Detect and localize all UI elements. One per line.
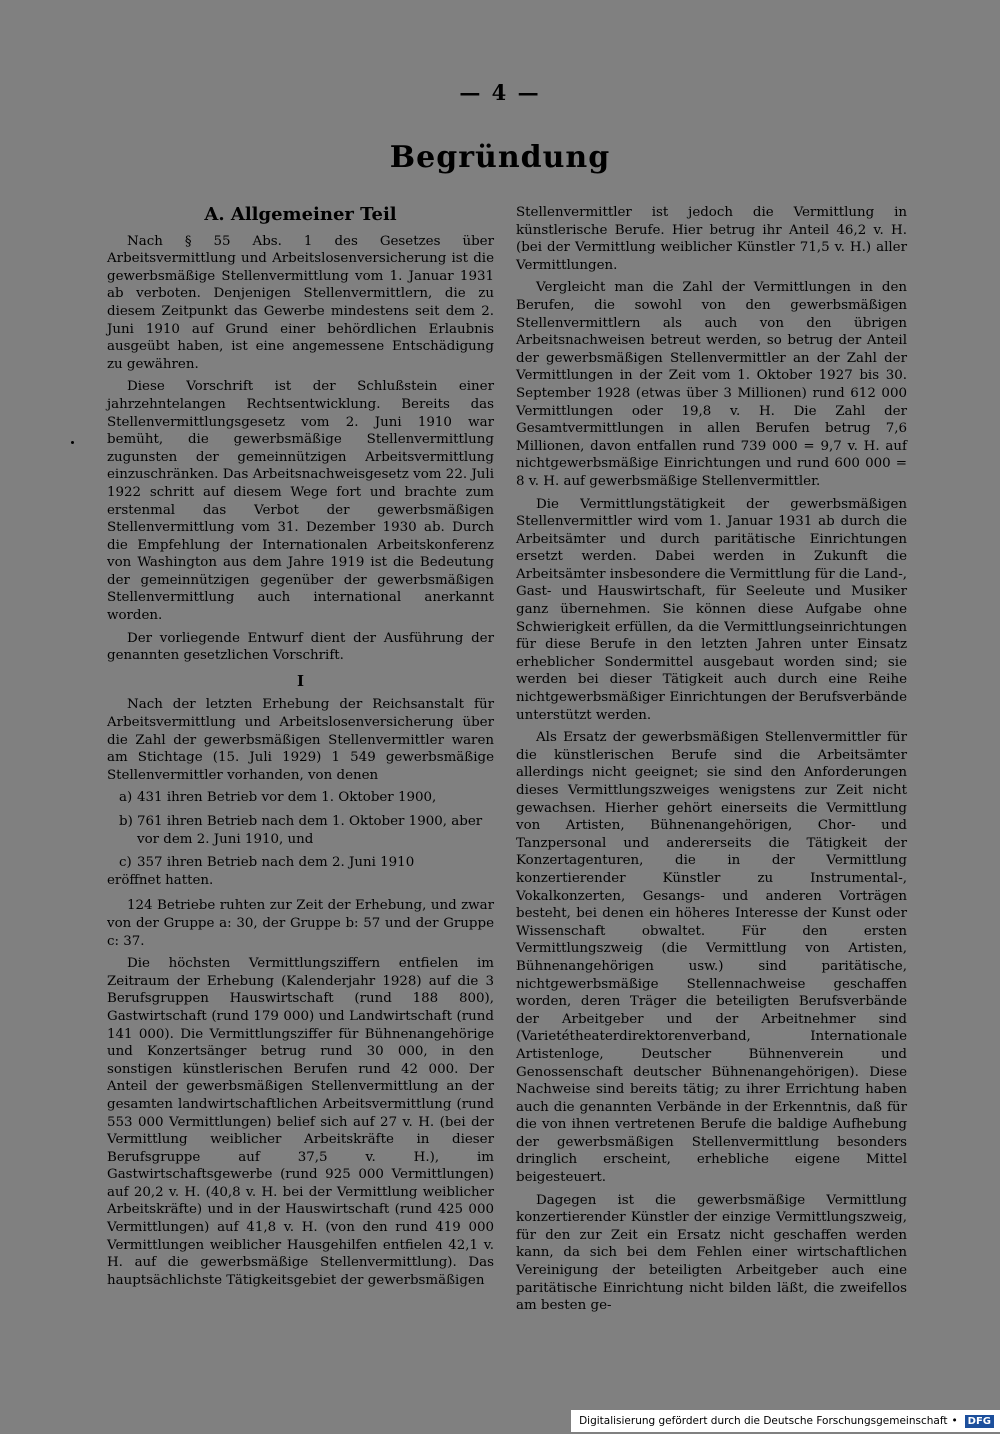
paragraph-continuation: Stellenvermittler ist jedoch die Vermittlung in künstlerische Berufe. Hier betrug ihr Anteil 46,2 v. H. (bei der Vermittlung weiblicher Künstler 71,5 v. H.) aller Vermittlungen. (516, 205, 907, 273)
footer-text: Digitalisierung gefördert durch die Deutsche Forschungsgemeinschaft (579, 1415, 948, 1427)
digitization-footer (571, 1410, 1000, 1432)
paragraph: Diese Vorschrift ist der Schlußstein einer jahrzehntelangen Rechtsentwicklung. Bereits das Stellenvermittlungsgesetz vom 2. Juni 1910 war bemüht, die gewerbsmäßige Stellenvermittlung zugunsten der gemeinnützigen Arbeitsvermittlung einzuschränken. Das Arbeitsnachweisgesetz vom 22. Juli 1922 schritt auf diesem Wege fort und brachte zum erstenmal das Verbot der gewerbsmäßigen Stellenvermittlung vom 31. Dezember 1930 ab. Durch die Empfehlung der Internationalen Arbeitskonferenz von Washington aus dem Jahre 1919 ist die Bedeutung der gemeinnützigen gegenüber der gewerbsmäßigen Stellenvermittlung auch international anerkannt worden. (107, 379, 494, 624)
list-tail: eröffnet hatten. (107, 872, 214, 888)
scan-speck (71, 441, 74, 444)
paragraph: Nach der letzten Erhebung der Reichsanstalt für Arbeitsvermittlung und Arbeitslosenversicherung über die Zahl der gewerbsmäßigen Stellenvermittler waren am Stichtage (15. Juli 1929) 1 549 gewerbsmäßige Stellenvermittler vorhanden, von denen (107, 697, 494, 783)
paragraph: Die Vermittlungstätigkeit der gewerbsmäßigen Stellenvermittler wird vom 1. Januar 1931 ab durch die Arbeitsämter und durch paritätische Einrichtungen ersetzt werden. Dabei werden in Zukunft die Arbeitsämter insbesondere die Vermittlung für die Land-, Gast- und Hauswirtschaft, für Seeleute und Musiker ganz übernehmen. Sie können diese Aufgabe ohne Schwierigkeit erfüllen, da die Vermittlungseinrichtungen für diese Berufe in den letzten Jahren unter Einsatz erheblicher Sondermittel ausgebaut worden sind; sie werden bei dieser Tätigkeit auch durch eine Reihe nichtgewerbsmäßiger Einrichtungen der Berufsverbände unterstützt werden. (516, 496, 907, 723)
list-item (107, 854, 494, 872)
paragraph: Der vorliegende Entwurf dient der Ausführung der genannten gesetzlichen Vorschrift. (107, 630, 494, 664)
section-heading: A. Allgemeiner Teil (204, 204, 397, 225)
page-number: — 4 — (459, 80, 541, 105)
left-column (107, 204, 494, 1294)
list-text: 431 ihren Betrieb vor dem 1. Oktober 1900, (137, 790, 437, 806)
paragraph: Die höchsten Vermittlungsziffern entfielen im Zeitraum der Erhebung (Kalenderjahr 1928) auf die 3 Berufsgruppen Hauswirtschaft (rund 188 800), Gastwirtschaft (rund 179 000) und Landwirtschaft (rund 141 000). Die Vermittlungsziffer für Bühnenangehörige und Konzertsänger betrug rund 30 000, in den sonstigen künstlerischen Berufen rund 42 000. Der Anteil der gewerbsmäßigen Stellenvermittlung an der gesamten landwirtschaftlichen Arbeitsvermittlung (rund 553 000 Vermittlungen) belief sich auf 27 v. H. (bei der Vermittlung weiblicher Arbeitskräfte in dieser Berufsgruppe auf 37,5 v. H.), im Gastwirtschaftsgewerbe (rund 925 000 Vermittlungen) auf 20,2 v. H. (40,8 v. H. bei der Vermittlung weiblicher Arbeitskräfte) und in der Hauswirtschaft (rund 425 000 Vermittlungen) auf 41,8 v. H. (von den rund 419 000 Vermittlungen weiblicher Hausgehilfen entfielen 42,1 v. H. auf die gewerbsmäßige Stellenvermittlung). Das hauptsächlichste Tätigkeitsgebiet der gewerbsmäßigen (107, 956, 494, 1288)
footer-separator: • (951, 1415, 958, 1427)
paragraph: Dagegen ist die gewerbsmäßige Vermittlung konzertierender Künstler der einzige Vermittlungszweig, für den zur Zeit ein Ersatz nicht geschaffen werden kann, da sich bei dem Fehlen einer wirtschaftlichen Vereinigung der beteiligten Arbeitgeber auch eine paritätische Einrichtung nicht bilden läßt, die zweifellos am besten ge- (516, 1192, 907, 1314)
dfg-logo-icon: DFG (965, 1415, 994, 1428)
right-column (516, 204, 907, 1320)
document-title: Begründung (389, 140, 611, 175)
list-item (107, 813, 494, 848)
list-label: a) (119, 790, 133, 806)
list-text: 761 ihren Betrieb nach dem 1. Oktober 1900, aber vor dem 2. Juni 1910, und (137, 814, 483, 847)
paragraph: 124 Betriebe ruhten zur Zeit der Erhebung, und zwar von der Gruppe a: 30, der Gruppe b: 57 und der Gruppe c: 37. (107, 898, 494, 949)
list-item (107, 789, 494, 807)
paragraph: Als Ersatz der gewerbsmäßigen Stellenvermittler für die künstlerischen Berufe sind die Arbeitsämter allerdings nicht geeignet; sie sind den Anforderungen dieses Vermittlungszweiges wenigstens zur Zeit nicht gewachsen. Hierher gehört einerseits die Vermittlung von Artisten, Bühnenangehörigen, Chor- und Tanzpersonal und andererseits die Tätigkeit der Konzertagenturen, die in der Vermittlung konzertierender Künstler zu Instrumental-, Vokalkonzerten, Gesangs- und anderen Vorträgen besteht, bei denen ein höheres Interesse der Kunst oder Wissenschaft obwaltet. Für den ersten Vermittlungszweig (die Vermittlung von Artisten, Bühnenangehörigen usw.) sind paritätische, nichtgewerbsmäßige Stellennachweise geschaffen worden, deren Träger die beteiligten Berufsverbände der Arbeitgeber und der Arbeitnehmer sind (Varietétheaterdirektorenverband, Internationale Artistenloge, Deutscher Bühnenverein und Genossenschaft deutscher Bühnenangehörigen). Diese Nachweise sind bereits tätig; zu ihrer Errichtung haben auch die genannten Verbände in der Erkenntnis, daß für die von ihnen vertretenen Berufe die baldige Aufhebung der gewerbsmäßigen Stellenvermittlung besonders dringlich erscheint, erhebliche eigene Mittel beigesteuert. (516, 730, 907, 1186)
roman-heading: I (296, 671, 305, 690)
list-text: 357 ihren Betrieb nach dem 2. Juni 1910 (137, 855, 415, 871)
paragraph: Vergleicht man die Zahl der Vermittlungen in den Berufen, die sowohl von den gewerbsmäßigen Stellenvermittlern als auch von den übrigen Arbeitsnachweisen betreut werden, so betrug der Anteil der gewerbsmäßigen Stellenvermittler an der Zahl der Vermittlungen in der Zeit vom 1. Oktober 1927 bis 30. September 1928 (etwas über 3 Millionen) rund 612 000 Vermittlungen oder 19,8 v. H. Die Zahl der Gesamtvermittlungen in allen Berufen betrug 7,6 Millionen, davon entfallen rund 739 000 = 9,7 v. H. auf nichtgewerbsmäßige Einrichtungen und rund 600 000 = 8 v. H. auf gewerbsmäßige Stellenvermittler. (516, 280, 907, 489)
list-label: c) (119, 855, 132, 871)
list-label: b) (119, 814, 133, 829)
paragraph: Nach § 55 Abs. 1 des Gesetzes über Arbeitsvermittlung und Arbeitslosenversicherung ist die gewerbsmäßige Stellenvermittlung vom 1. Januar 1931 ab verboten. Denjenigen Stellenvermittlern, die zu diesem Zeitpunkt das Gewerbe mindestens seit dem 2. Juni 1910 auf Grund einer behördlichen Erlaubnis ausgeübt haben, ist eine angemessene Entschädigung zu gewähren. (107, 233, 494, 372)
